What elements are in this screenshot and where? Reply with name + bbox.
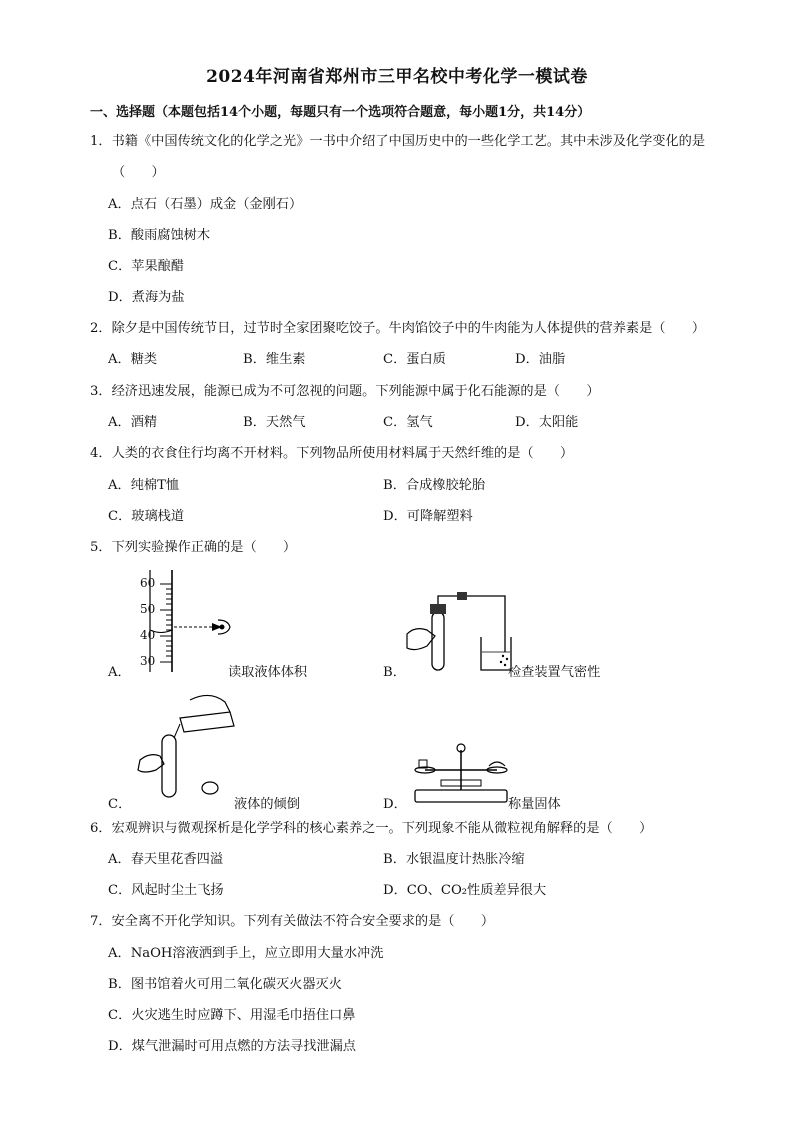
question-3-option-b: B．天然气 [243,415,306,430]
question-1-answer-blank: （ ） [112,165,165,180]
question-5-option-a-caption: 读取液体体积 [228,665,308,680]
question-4-stem: 4．人类的衣食住行均离不开材料。下列物品所使用材料属于天然纤维的是（ ） [90,446,574,461]
question-7-option-a: A．NaOH溶液洒到手上，应立即用大量水冲洗 [108,946,384,961]
question-1-option-d: D．煮海为盐 [108,290,185,305]
question-4-option-c: C．玻璃栈道 [108,509,185,524]
airtightness-check-figure [405,592,515,677]
question-7-option-c: C．火灾逃生时应蹲下、用湿毛巾捂住口鼻 [108,1008,356,1023]
question-6-option-b: B．水银温度计热胀冷缩 [383,852,525,867]
question-4-option-a: A．纯棉T恤 [108,478,180,493]
question-6-option-a: A．春天里花香四溢 [108,852,224,867]
question-5-option-b-caption: 检查装置气密性 [508,665,601,680]
question-5-option-a-letter: A． [108,665,131,680]
question-6-option-d: D．CO、CO₂性质差异很大 [383,883,547,898]
question-2-option-c: C．蛋白质 [383,352,446,367]
question-3-option-d: D．太阳能 [515,415,579,430]
question-7-option-b: B．图书馆着火可用二氧化碳灭火器灭火 [108,977,342,992]
cylinder-tick-60: 60 [140,576,156,590]
question-4-option-d: D．可降解塑料 [383,509,473,524]
question-5-option-c-caption: 液体的倾倒 [234,797,300,812]
question-4-option-b: B．合成橡胶轮胎 [383,478,486,493]
question-5-option-b-letter: B． [383,665,406,680]
question-1-option-a: A．点石（石墨）成金（金刚石） [108,197,303,212]
question-2-option-a: A．糖类 [108,352,158,367]
question-2-option-d: D．油脂 [515,352,566,367]
question-5-option-d-caption: 称量固体 [508,797,561,812]
question-1-stem: 1．书籍《中国传统文化的化学之光》一书中介绍了中国历史中的一些化学工艺。其中未涉及化学变化的是 [90,134,706,149]
question-3-option-c: C．氢气 [383,415,433,430]
question-3-option-a: A．酒精 [108,415,158,430]
balance-scale-figure [405,740,515,810]
question-6-stem: 6．宏观辨识与微观探析是化学学科的核心素养之一。下列现象不能从微粒视角解释的是（ ） [90,821,653,836]
section-heading: 一、选择题（本题包括14个小题，每题只有一个选项符合题意，每小题1分，共14分） [90,105,591,120]
question-5-option-c-letter: C． [108,797,132,812]
question-7-stem: 7．安全离不开化学知识。下列有关做法不符合安全要求的是（ ） [90,914,495,929]
question-7-option-d: D．煤气泄漏时可用点燃的方法寻找泄漏点 [108,1039,356,1054]
cylinder-tick-40: 40 [140,628,156,642]
question-2-stem: 2．除夕是中国传统节日，过节时全家团聚吃饺子。牛肉馅饺子中的牛肉能为人体提供的营养素是（ ） [90,321,706,336]
question-1-option-b: B．酸雨腐蚀树木 [108,228,211,243]
cylinder-tick-30: 30 [140,654,156,668]
question-6-option-c: C．风起时尘土飞扬 [108,883,224,898]
question-5-stem: 5．下列实验操作正确的是（ ） [90,540,297,555]
cylinder-tick-50: 50 [140,602,156,616]
question-2-option-b: B．维生素 [243,352,306,367]
question-5-option-d-letter: D． [383,797,407,812]
liquid-pouring-figure [130,690,240,805]
question-1-option-c: C．苹果酿醋 [108,259,185,274]
question-3-stem: 3．经济迅速发展，能源已成为不可忽视的问题。下列能源中属于化石能源的是（ ） [90,384,600,399]
exam-title: 2024年河南省郑州市三甲名校中考化学一模试卷 [206,67,588,87]
